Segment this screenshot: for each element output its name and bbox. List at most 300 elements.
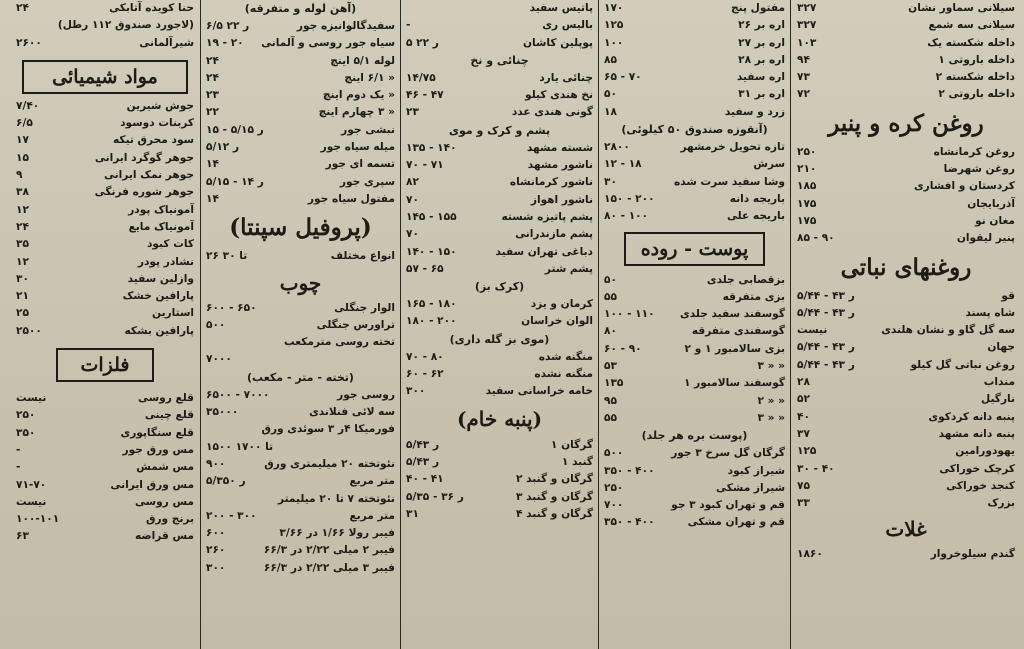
- list-item: [406, 296, 593, 313]
- item-name: مغان نو: [975, 214, 1015, 227]
- item-price: ۳۰ - ۴۰: [797, 462, 835, 475]
- list-item: [797, 461, 1015, 478]
- price-list: [206, 300, 395, 369]
- item-price: ۱۶۵ - ۱۸۰: [406, 298, 457, 311]
- list-item: [406, 437, 593, 454]
- item-name: باریجه دانه: [729, 192, 785, 205]
- column-rule: [400, 0, 401, 649]
- list-item: [206, 387, 395, 404]
- item-price: ۲۶۰: [206, 544, 226, 557]
- list-item: [16, 184, 194, 201]
- item-name: آذربایجان: [967, 197, 1015, 210]
- list-item: [406, 140, 593, 157]
- list-item: [797, 17, 1015, 34]
- list-item: [406, 506, 593, 523]
- item-name: نئوتخته ۲۰ میلیمتری ورق: [264, 457, 395, 470]
- item-name: تراورس جنگلی: [316, 318, 395, 331]
- item-price: ۱۵: [16, 151, 29, 164]
- item-name: الوار جنگلی: [334, 301, 395, 314]
- list-item: [406, 70, 593, 87]
- item-name: اره بر ۲۷: [738, 36, 785, 49]
- list-item: [16, 425, 194, 442]
- list-item: [206, 300, 395, 317]
- list-item: [604, 208, 785, 225]
- item-price: ۷۰ - ۷۱: [406, 159, 444, 172]
- item-name: نبشی جور: [341, 123, 395, 136]
- item-name: پشم شتر: [544, 262, 593, 275]
- item-name: « یک دوم اینچ: [322, 89, 395, 102]
- item-price: ۵۰۰: [604, 447, 624, 460]
- item-name: شسته مشهد: [526, 141, 593, 154]
- item-price: ۲۶۰۰: [16, 36, 42, 49]
- item-name: گرگان ۱: [550, 438, 593, 451]
- list-item: [604, 306, 785, 323]
- section-header-butter-cheese: روغن کره و پنیر: [828, 109, 984, 137]
- item-price: ۳۵۰ - ۴۰۰: [604, 516, 655, 529]
- item-price: ۵/ر ۴۳ - ۴۴: [797, 289, 855, 302]
- item-price: ۵/ر ۱۲: [206, 141, 240, 154]
- item-name: گرگان و گنبد ۴: [516, 507, 593, 520]
- list-item: [406, 174, 593, 191]
- item-name: تخته روسی مترمکعب: [284, 336, 395, 349]
- item-name: سفیدگالوانیزه جور: [296, 20, 395, 32]
- list-item: [797, 35, 1015, 52]
- item-name: وازلین سفید: [127, 272, 194, 285]
- item-price: ۲۸۰۰: [604, 141, 630, 154]
- column-iron-wood: [202, 0, 399, 649]
- section-header-kork: (کرک بز): [474, 280, 525, 294]
- list-item: [406, 192, 593, 209]
- price-list: [406, 0, 593, 52]
- item-name: سیاه جور روسی و آلمانی: [261, 37, 395, 50]
- list-item: [16, 0, 194, 17]
- item-name: بزرک: [987, 497, 1015, 510]
- list-item: [406, 349, 593, 366]
- item-name: مفتول پنج: [731, 2, 785, 14]
- item-price: ۳۵: [16, 238, 29, 251]
- list-item: [406, 383, 593, 400]
- list-item: [206, 317, 395, 334]
- item-price: ۳۳: [797, 497, 810, 510]
- item-price: ۱۴: [206, 192, 219, 205]
- list-item: [406, 366, 593, 383]
- item-price: ۸۵ - ۹۰: [797, 232, 835, 245]
- list-item: [16, 167, 194, 184]
- list-item: [797, 178, 1015, 195]
- list-item: [797, 357, 1015, 374]
- item-name: حنا کویده آتابکی: [109, 2, 194, 14]
- item-price: ۱۷۵: [797, 214, 817, 227]
- list-item: [797, 495, 1015, 512]
- column-oils-grains: [793, 0, 1019, 649]
- list-item: [206, 156, 395, 173]
- item-price: ۵۷ - ۶۵: [406, 262, 444, 275]
- list-item: [797, 391, 1015, 408]
- item-price: ۷۰۰: [604, 499, 624, 512]
- item-name: جوهر نمک ایرانی: [103, 169, 194, 182]
- item-price: ۶۳: [16, 530, 29, 543]
- list-item: [206, 87, 395, 104]
- item-price: نیست: [16, 392, 47, 405]
- item-price: ۲۵۰: [797, 145, 817, 158]
- item-name: روغن شهرضا: [943, 163, 1015, 176]
- item-price: -: [16, 461, 21, 474]
- list-item: [797, 426, 1015, 443]
- item-price: ۶۰ - ۶۲: [406, 368, 444, 381]
- list-item: [16, 323, 194, 340]
- item-price: ۳۸: [16, 186, 29, 199]
- list-item: [406, 0, 593, 17]
- item-name: مس ورق ایرانی: [110, 478, 194, 491]
- section-header-metals: فلزات: [56, 348, 154, 382]
- item-price: ۱۸۵: [797, 180, 817, 193]
- item-name: بزی سالامبور ۱ و ۲: [684, 342, 785, 355]
- item-price: ۱۴: [206, 158, 219, 171]
- list-item: [16, 219, 194, 236]
- list-item: [604, 445, 785, 462]
- price-list: [16, 390, 194, 546]
- list-item: [604, 17, 785, 34]
- item-name: (لاجورد صندوق ۱۱۲ رطل): [57, 19, 194, 32]
- item-price: ۲۱: [16, 290, 29, 303]
- item-name: گرگان و گنبد ۲: [516, 473, 593, 486]
- list-item: [604, 514, 785, 531]
- list-item: [16, 98, 194, 115]
- item-name: نشادر پودر: [137, 255, 194, 268]
- list-item: [406, 87, 593, 104]
- column-chemicals-metals: [12, 0, 198, 649]
- price-list: [604, 139, 785, 225]
- item-price: ۵۵: [604, 411, 617, 424]
- item-price: ۶۰ - ۹۰: [604, 342, 642, 355]
- price-list: [16, 98, 194, 340]
- price-list: [797, 546, 1015, 563]
- list-item: [797, 443, 1015, 460]
- item-name: « ۳ چهارم اینچ: [318, 106, 395, 119]
- section-header-bags: چنائی و نخ: [470, 53, 529, 67]
- item-name: پوپلین کاشان: [522, 36, 593, 49]
- item-name: ناشور مشهد: [527, 159, 593, 172]
- item-price: ۱۸۶۰: [797, 548, 823, 561]
- item-price: ۳۰۰: [206, 561, 226, 574]
- list-item: [206, 351, 395, 368]
- price-list: [206, 387, 395, 577]
- item-price: ۱۹ - ۲۰: [206, 37, 244, 50]
- list-item: [797, 52, 1015, 69]
- item-price: ۹۴: [797, 53, 810, 66]
- item-price: ۸۰ - ۱۰۰: [604, 210, 649, 223]
- price-list: [604, 445, 785, 531]
- list-item: [206, 174, 395, 191]
- item-name: ناشور کرمانشاه: [509, 176, 593, 189]
- item-name: گندم سیلوخروار: [930, 548, 1015, 561]
- list-item: [16, 528, 194, 545]
- item-price: ۵/ر ۳۵۰: [206, 475, 246, 488]
- item-price: ۳۵۰: [16, 426, 36, 439]
- item-name: داخله باروتی ۱: [938, 53, 1015, 66]
- column-rule: [790, 0, 791, 649]
- section-header-raw-cotton: (پنبه خام): [456, 406, 543, 431]
- list-item: [406, 471, 593, 488]
- list-item: [16, 132, 194, 149]
- item-name: سرش: [753, 158, 785, 171]
- list-item: [206, 404, 395, 421]
- item-price: ۲۴: [206, 71, 219, 84]
- list-item: [16, 477, 194, 494]
- price-list: [206, 248, 395, 265]
- item-price: ۹۰۰: [206, 457, 226, 470]
- item-name: گرگان و گنبد ۳: [516, 490, 593, 503]
- list-item: [406, 209, 593, 226]
- item-price: ۱۵ - ۵/ر ۱۵: [206, 123, 264, 136]
- list-item: [206, 191, 395, 208]
- list-item: [16, 407, 194, 424]
- item-name: مس روسی: [134, 495, 194, 508]
- list-item: [604, 272, 785, 289]
- list-item: [406, 226, 593, 243]
- item-price: ۳۱: [406, 507, 419, 520]
- item-name: متر مربع: [349, 475, 395, 488]
- list-item: [406, 104, 593, 121]
- price-list: [797, 0, 1015, 104]
- item-name: جوهر گوگرد ایرانی: [94, 151, 194, 164]
- list-item: [206, 53, 395, 70]
- item-name: « ۶/۱ اینچ: [344, 71, 395, 84]
- item-name: فیبر رولا ۱/۶۶ در ۳/۶۶: [279, 527, 395, 540]
- item-name: گوسفند سفید جلدی: [680, 308, 785, 321]
- item-name: سه لائی فنلاندی: [309, 406, 395, 419]
- item-price: ۱۲ - ۱۸: [604, 158, 642, 171]
- item-name: قلع سنگاپوری: [120, 426, 194, 439]
- list-item: [206, 421, 395, 438]
- item-name: ناشور اهواز: [530, 193, 593, 206]
- item-name: مفتول سیاه جور: [307, 192, 395, 205]
- item-name: فورمیکا ۴ر ۳ سوئدی ورق: [261, 423, 395, 436]
- item-name: جهان: [987, 341, 1015, 354]
- item-price: ۲۳: [206, 89, 219, 102]
- item-name: داخله شکسته ۲: [935, 71, 1015, 84]
- item-price: ۱۸۰ - ۲۰۰: [406, 315, 457, 328]
- item-name: منگنه شده: [538, 350, 593, 363]
- list-item: [16, 35, 194, 52]
- item-name: وشا سفید سرت شده: [674, 175, 785, 188]
- item-name: جوهر شوره فرنگی: [94, 186, 194, 199]
- item-price: ۲۳: [406, 106, 419, 119]
- section-header-chemicals: مواد شیمیائی: [22, 60, 188, 94]
- item-name: داخله شکسته یک: [927, 36, 1015, 49]
- item-name: اره بر ۲۶: [738, 19, 785, 32]
- item-price: ۵/ر ۱۴ - ۱۵: [206, 175, 264, 188]
- list-item: [797, 230, 1015, 247]
- item-name: « « ۲: [757, 394, 785, 407]
- price-list: [16, 0, 194, 52]
- list-item: [406, 454, 593, 471]
- item-price: -: [406, 19, 411, 32]
- item-name: شاه پسند: [965, 306, 1015, 319]
- item-name: پشم مازندرانی: [515, 228, 593, 241]
- price-list: [406, 140, 593, 278]
- item-price: نیست: [797, 324, 828, 337]
- section-header-goat-hair: (موی بز گله داری): [449, 332, 550, 346]
- item-price: ۱۳۵: [604, 377, 624, 390]
- item-price: ۱۴۰ - ۱۵۰: [406, 245, 457, 258]
- price-list: [797, 144, 1015, 248]
- item-price: ۷/۴۰: [16, 99, 40, 112]
- item-name: کربنات دوسود: [120, 117, 194, 130]
- item-price: ۱۴/۷۵: [406, 71, 436, 84]
- item-name: شیراز کبود: [727, 464, 785, 477]
- item-name: آمونیاک مایع: [128, 220, 194, 233]
- item-price: ۶۰۰: [206, 527, 226, 540]
- item-price: ۱۰۰-۱۰۱: [16, 513, 60, 526]
- item-price: ۵/ر ۳۶ - ۳۵: [406, 490, 464, 503]
- item-name: مس قراضه: [134, 530, 194, 543]
- item-name: گوسفندی متفرقه: [691, 325, 785, 338]
- item-price: ۲۸: [797, 376, 810, 389]
- item-name: « « ۳: [757, 360, 785, 373]
- list-item: [604, 174, 785, 191]
- item-name: پاتیس سفید: [529, 2, 593, 14]
- item-name: کرچک خوراکی: [939, 462, 1015, 475]
- section-header-vegetable-oils: روغنهای نباتی: [840, 253, 972, 281]
- item-name: کنجد خوراکی: [946, 479, 1015, 492]
- list-item: [206, 104, 395, 121]
- item-name: قلع چینی: [144, 409, 194, 422]
- list-item: [604, 86, 785, 103]
- item-price: ۱۲۵: [604, 19, 624, 32]
- column-spices-skins: [600, 0, 789, 649]
- price-list: [406, 349, 593, 401]
- list-item: [604, 139, 785, 156]
- list-item: [206, 473, 395, 490]
- item-price: ۱۸: [604, 105, 617, 118]
- item-name: نئوتخته ۷ تا ۲۰ میلیمتر: [278, 492, 395, 505]
- item-price: ۵۰: [604, 273, 617, 286]
- item-name: گونی هندی عدد: [511, 106, 593, 119]
- item-name: قلع روسی: [137, 392, 194, 405]
- item-name: منداب: [983, 376, 1015, 389]
- list-item: [206, 334, 395, 351]
- column-textiles-wool: [402, 0, 597, 649]
- item-price: -: [16, 443, 21, 456]
- list-item: [16, 288, 194, 305]
- item-price: ۷۱-۷۰: [16, 478, 47, 491]
- item-name: قم و تهران مشکی: [687, 516, 785, 529]
- price-list: [206, 18, 395, 208]
- price-list: [406, 437, 593, 523]
- item-price: ۲۴: [16, 220, 29, 233]
- list-item: [16, 271, 194, 288]
- list-item: [797, 478, 1015, 495]
- list-item: [206, 70, 395, 87]
- list-item: [406, 35, 593, 52]
- item-price: ۵۵: [604, 290, 617, 303]
- list-item: [16, 494, 194, 511]
- item-price: ۴۶ - ۴۷: [406, 89, 444, 102]
- item-price: ۷۰: [406, 228, 419, 241]
- list-item: [16, 17, 194, 34]
- item-name: نخ هندی کیلو: [525, 89, 593, 102]
- item-name: پنبه دانه مشهد: [938, 427, 1015, 440]
- item-name: مس شمش: [136, 461, 194, 474]
- item-price: ۶/۵: [16, 117, 33, 130]
- item-price: ۵۰: [604, 88, 617, 101]
- list-item: [797, 213, 1015, 230]
- list-item: [406, 261, 593, 278]
- item-price: ۱۲: [16, 255, 29, 268]
- list-item: [797, 409, 1015, 426]
- list-item: [16, 511, 194, 528]
- item-name: تازه تحویل خرمشهر: [680, 141, 785, 154]
- item-price: ۳۵۰۰۰: [206, 406, 239, 419]
- list-item: [604, 52, 785, 69]
- list-item: [797, 339, 1015, 356]
- list-item: [206, 18, 395, 35]
- list-item: [16, 459, 194, 476]
- item-name: متر مربع: [349, 509, 395, 522]
- section-header-planks: (تخته - متر - مکعب): [247, 370, 354, 384]
- list-item: [206, 542, 395, 559]
- item-name: گنبد ۱: [561, 455, 593, 468]
- item-name: روغن نباتی گل کیلو: [910, 358, 1015, 371]
- item-price: ۲۵۰: [16, 409, 36, 422]
- item-name: سپری جور: [339, 175, 395, 188]
- item-name: کردستان و افشاری: [913, 180, 1015, 193]
- item-name: استارین: [152, 307, 194, 320]
- item-price: ۲۴: [16, 2, 29, 14]
- item-name: قم و تهران کبود ۳ جو: [671, 499, 785, 512]
- list-item: [206, 35, 395, 52]
- item-name: مس ورق جور: [122, 443, 194, 456]
- item-price: ۵/ر ۴۳ - ۴۴: [797, 341, 855, 354]
- list-item: [797, 196, 1015, 213]
- list-item: [604, 156, 785, 173]
- item-name: منگنه نشده: [534, 368, 593, 381]
- item-name: میله سیاه جور: [320, 141, 395, 154]
- item-name: نارگیل: [981, 393, 1015, 406]
- list-item: [604, 289, 785, 306]
- list-item: [797, 86, 1015, 103]
- item-price: ۴۰: [797, 410, 810, 423]
- item-name: یهودورامین: [955, 445, 1015, 458]
- item-name: قو: [1001, 289, 1015, 302]
- item-name: گرگان گل سرخ ۳ جور: [671, 447, 785, 460]
- item-price: ۲۲: [206, 106, 219, 119]
- list-item: [206, 491, 395, 508]
- item-name: « « ۳: [757, 411, 785, 424]
- item-price: ۷۰۰۰: [206, 353, 232, 366]
- item-price: نیست: [16, 495, 47, 508]
- item-price: ۱۰۰: [604, 36, 624, 49]
- item-price: ۱۰۳: [797, 36, 817, 49]
- item-name: سیلانی سماور نشان: [908, 2, 1015, 14]
- item-price: ۲۵۰۰: [16, 324, 42, 337]
- price-list: [604, 272, 785, 428]
- list-item: [206, 508, 395, 525]
- item-name: الوان خراسان: [521, 315, 593, 328]
- list-item: [406, 17, 593, 34]
- item-name: پشم پاتیزه شسته: [501, 210, 593, 223]
- item-price: ۵/ر ۴۳ - ۴۴: [797, 358, 855, 371]
- list-item: [604, 463, 785, 480]
- item-price: ۳۲۷: [797, 19, 817, 32]
- item-price: ۱۵۰ - ۲۰۰: [604, 192, 655, 205]
- item-price: ۶۵ - ۷۰: [604, 71, 642, 84]
- item-name: باریجه علی: [726, 210, 785, 223]
- list-item: [604, 323, 785, 340]
- list-item: [406, 244, 593, 261]
- item-name: اره بر ۲۸: [738, 53, 785, 66]
